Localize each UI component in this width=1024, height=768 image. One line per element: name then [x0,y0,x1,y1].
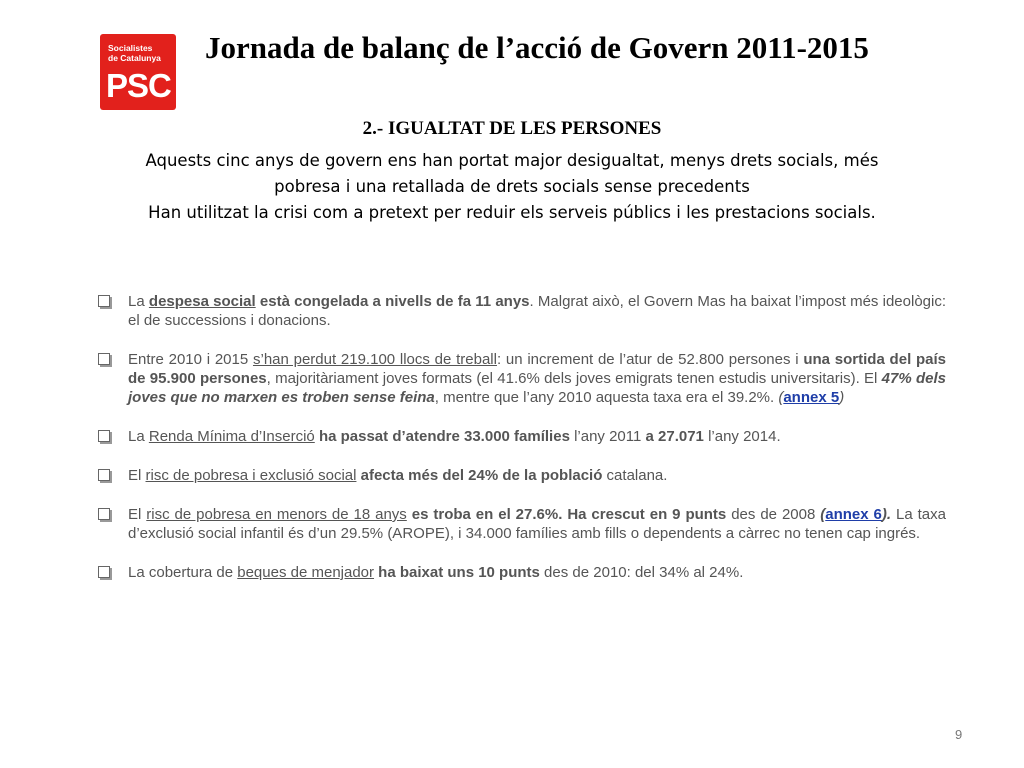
checkbox-bullet-icon [98,469,110,481]
bullet-list [96,292,946,602]
logo-text [108,43,161,63]
checkbox-bullet-icon [98,353,110,365]
intro-line3: Han utilitzat la crisi com a pretext per reduir els serveis públics i les prestacions socials. [148,203,876,222]
checkbox-bullet-icon [98,508,110,520]
bullet-item-school-meals: La cobertura de beques de menjador ha baixat uns 10 punts des de 2010: del 34% al 24%. [96,563,946,582]
annex-6-link[interactable]: annex 6 [825,506,882,523]
section-heading: 2.- IGUALTAT DE LES PERSONES [362,118,662,139]
bullet-item-poverty-risk: El risc de pobresa i exclusió social afecta més del 24% de la població catalana. [96,466,946,485]
logo-mark: PSC [106,67,171,104]
page-number: 9 [955,727,963,742]
checkbox-bullet-icon [98,566,110,578]
bullet-item-social-spending: La despesa social està congelada a nivells de fa 11 anys. Malgrat això, el Govern Mas ha baixat l’impost més ideològic: el de successions i donacions. [96,292,946,330]
bullet-item-jobs: Entre 2010 i 2015 s’han perdut 219.100 llocs de treball: un increment de l’atur de 52.800 persones i una sortida del país de 95.900 persones, majoritàriament joves formats (el 41.6% dels joves emigrats tenen estudis universitaris). El 47% dels joves que no marxen es troben sense feina, mentre que l’any 2010 aquesta taxa era el 39.2%. (annex 5) [96,350,946,407]
checkbox-bullet-icon [98,295,110,307]
bullet-item-rmi: La Renda Mínima d’Inserció ha passat d’atendre 33.000 famílies l’any 2011 a 27.071 l’any 2014. [96,427,946,446]
logo-line2: de Catalunya [108,53,161,63]
intro-line2: pobresa i una retallada de drets socials sense precedents [274,177,750,196]
checkbox-bullet-icon [98,430,110,442]
intro-line1: Aquests cinc anys de govern ens han portat major desigualtat, menys drets socials, més [145,151,879,170]
logo-line1: Socialistes [108,43,153,53]
slide-title: Jornada de balanç de l’acció de Govern 2011-2015 [205,30,869,65]
psc-logo [100,34,176,110]
annex-5-link[interactable]: annex 5 [783,389,840,406]
bullet-item-child-poverty: El risc de pobresa en menors de 18 anys es troba en el 27.6%. Ha crescut en 9 punts des de 2008 (annex 6). La taxa d’exclusió social infantil és d’un 29.5% (AROPE), i 34.000 famílies amb fills o dependents a càrrec no tenen cap ingrés. [96,505,946,543]
intro-text [80,148,944,226]
